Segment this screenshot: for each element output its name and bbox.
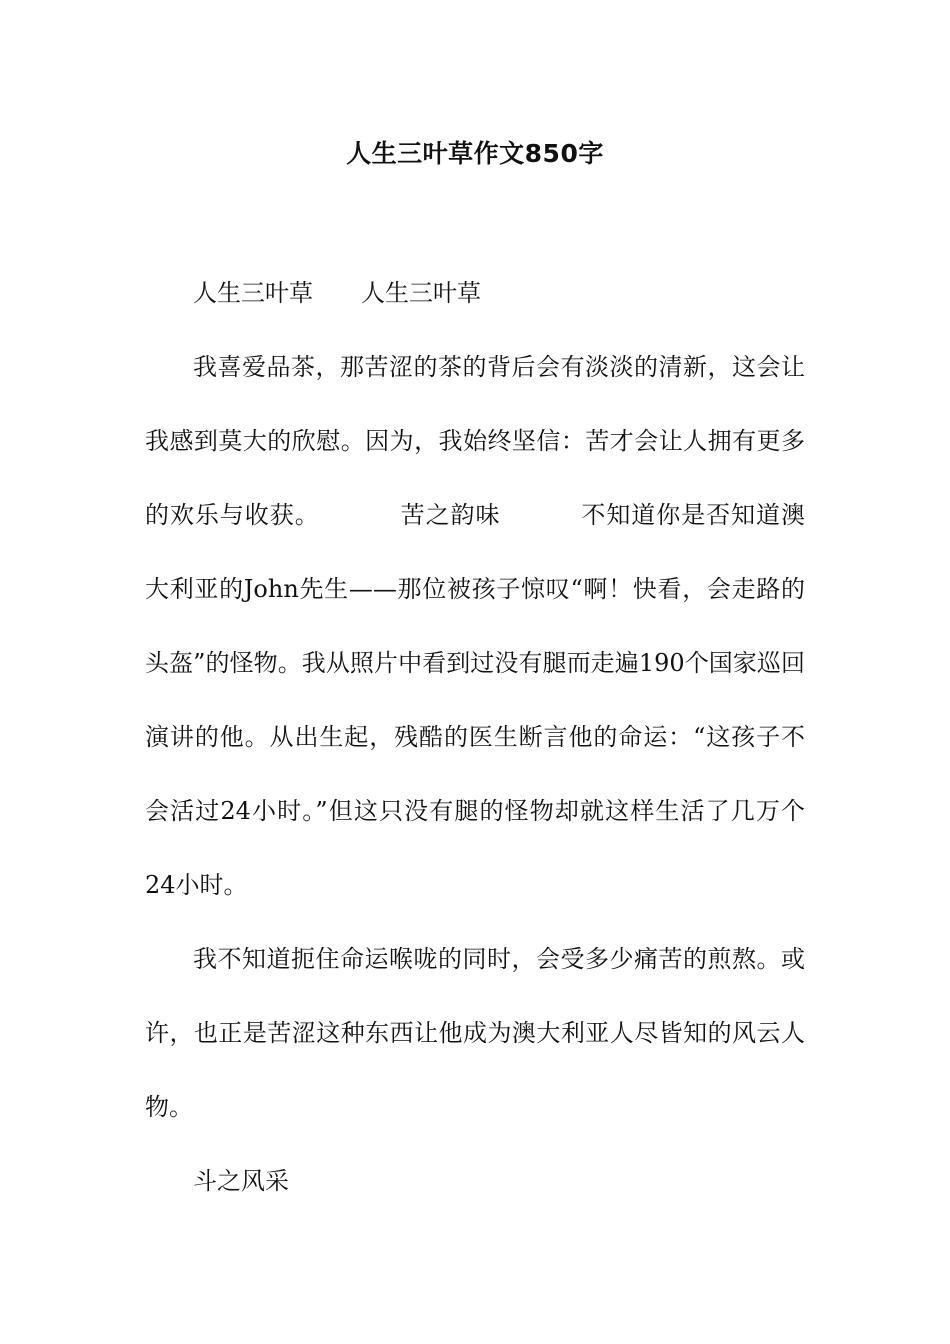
document-title: 人生三叶草作文850字 [346, 139, 604, 168]
paragraph-3: 斗之风采 [193, 1167, 289, 1195]
heading-part-1: 人生三叶草 [193, 279, 313, 307]
heading-part-2: 人生三叶草 [361, 279, 481, 307]
paragraph-2: 我不知道扼住命运喉咙的同时，会受多少痛苦的煎熬。或许，也正是苦涩这种东西让他成为澳大利亚人尽皆知的风云人物。 [145, 945, 805, 1121]
paragraph-1-intro: 我喜爱品茶，那苦涩的茶的背后会有淡淡的清新，这会让我感到莫大的欣慰。因为，我始终坚信：苦才会让人拥有更多的欢乐与收获。 [145, 353, 805, 529]
paragraph-1 [145, 330, 805, 922]
paragraph-1-story: 不知道你是否知道澳大利亚的John先生——那位被孩子惊叹“啊！快看，会走路的头盔”的怪物。我从照片中看到过没有腿而走遍190个国家巡回演讲的他。从出生起，残酷的医生断言他的命运：“这孩子不会活过24小时。”但这只没有腿的怪物却就这样生活了几万个24小时。 [145, 501, 806, 899]
document-body [145, 256, 805, 1218]
paragraph-1-subheading: 苦之韵味 [399, 501, 501, 529]
heading-line [145, 256, 805, 330]
